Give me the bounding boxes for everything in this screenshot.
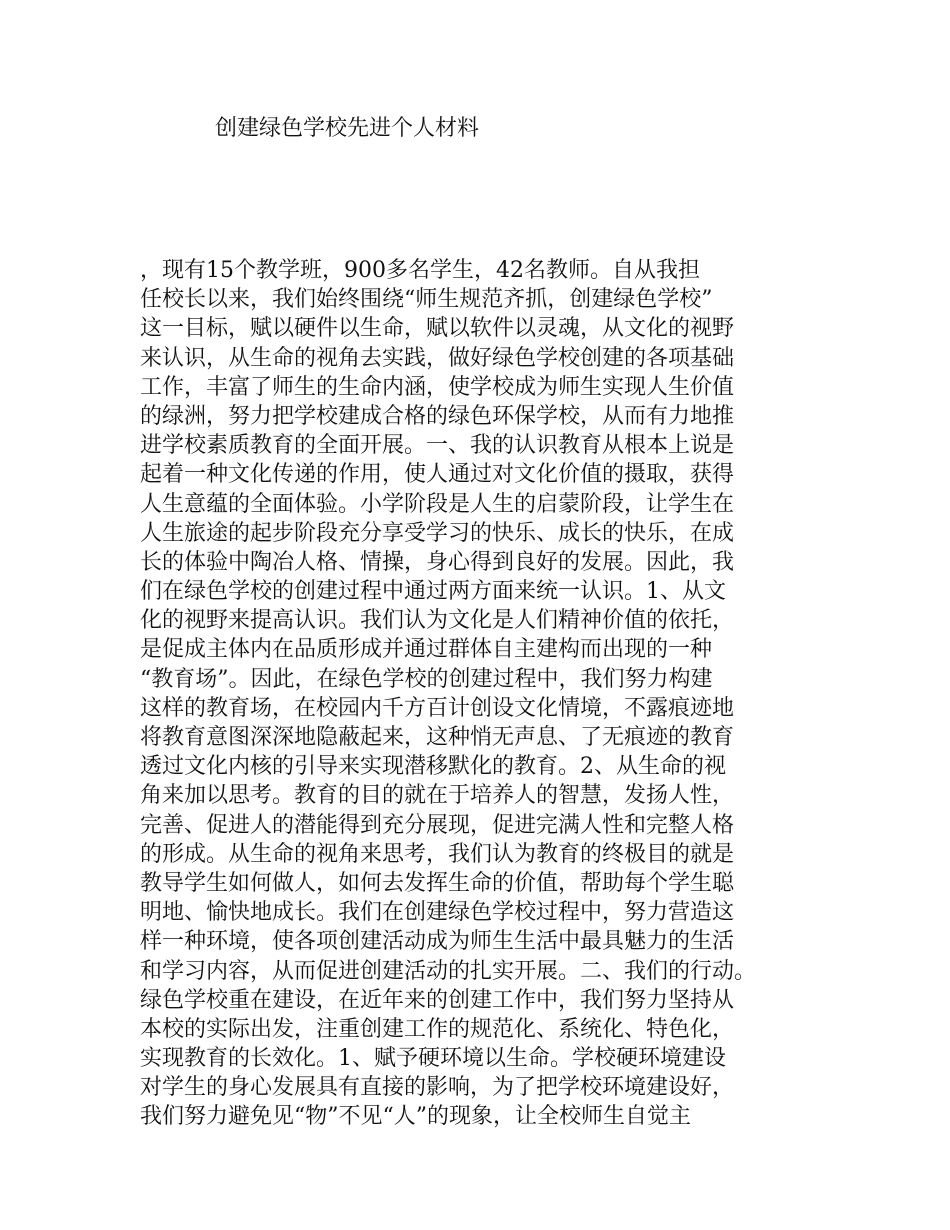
body-text-line: 明地、愉快地成长。我们在创建绿色学校过程中，努力营造这: [140, 900, 735, 926]
body-text-line: 工作，丰富了师生的生命内涵，使学校成为师生实现人生价值: [140, 374, 735, 400]
body-text-line: 的形成。从生命的视角来思考，我们认为教育的终极目的就是: [140, 841, 735, 867]
body-text-line: 透过文化内核的引导来实现潜移默化的教育。2、从生命的视: [140, 754, 726, 780]
body-text-line: ，现有15个教学班，900多名学生，42名教师。自从我担: [140, 258, 700, 283]
body-text-line: 角来加以思考。教育的目的就在于培养人的智慧，发扬人性，: [140, 783, 735, 809]
body-text-line: 这一目标，赋以硬件以生命，赋以软件以灵魂，从文化的视野: [140, 316, 735, 342]
body-text-line: 们在绿色学校的创建过程中通过两方面来统一认识。1、从文: [140, 579, 726, 605]
body-text-line: 绿色学校重在建设，在近年来的创建工作中，我们努力坚持从: [140, 987, 735, 1013]
body-text-line: 对学生的身心发展具有直接的影响，为了把学校环境建设好，: [140, 1075, 735, 1101]
body-text-line: 人生意蕴的全面体验。小学阶段是人生的启蒙阶段，让学生在: [140, 491, 735, 517]
body-text-line: 进学校素质教育的全面开展。一、我的认识教育从根本上说是: [140, 433, 735, 459]
document-title: 创建绿色学校先进个人材料: [215, 116, 480, 141]
body-text-line: 将教育意图深深地隐蔽起来，这种悄无声息、了无痕迹的教育: [140, 725, 735, 750]
body-text-line: 长的体验中陶冶人格、情操，身心得到良好的发展。因此，我: [140, 549, 735, 575]
body-text-line: 来认识，从生命的视角去实践，做好绿色学校创建的各项基础: [140, 345, 735, 371]
body-text-line: 完善、促进人的潜能得到充分展现，促进完满人性和完整人格: [140, 812, 735, 838]
body-text-line: 和学习内容，从而促进创建活动的扎实开展。二、我们的行动。: [140, 958, 757, 984]
body-text-line: 人生旅途的起步阶段充分享受学习的快乐、成长的快乐，在成: [140, 520, 735, 546]
body-text-line: “教育场”。因此，在绿色学校的创建过程中，我们努力构建: [140, 666, 713, 692]
body-text-line: 化的视野来提高认识。我们认为文化是人们精神价值的依托，: [140, 608, 735, 634]
body-text-line: 这样的教育场，在校园内千方百计创设文化情境，不露痕迹地: [140, 695, 735, 721]
body-text-line: 实现教育的长效化。1、赋予硬环境以生命。学校硬环境建设: [140, 1046, 726, 1072]
body-text-line: 我们努力避免见“物”不见“人”的现象，让全校师生自觉主: [140, 1104, 691, 1130]
body-text-line: 任校长以来，我们始终围绕“师生规范齐抓，创建绿色学校”: [140, 287, 713, 313]
body-text-line: 本校的实际出发，注重创建工作的规范化、系统化、特色化，: [140, 1016, 735, 1042]
body-text-line: 起着一种文化传递的作用，使人通过对文化价值的摄取，获得: [140, 462, 735, 488]
body-text-line: 是促成主体内在品质形成并通过群体自主建构而出现的一种: [140, 637, 713, 663]
body-text-line: 样一种环境，使各项创建活动成为师生生活中最具魅力的生活: [140, 929, 735, 955]
document-body: [140, 256, 840, 1132]
body-text-line: 的绿洲，努力把学校建成合格的绿色环保学校，从而有力地推: [140, 403, 735, 429]
body-text-line: 教导学生如何做人，如何去发挥生命的价值，帮助每个学生聪: [140, 870, 735, 896]
